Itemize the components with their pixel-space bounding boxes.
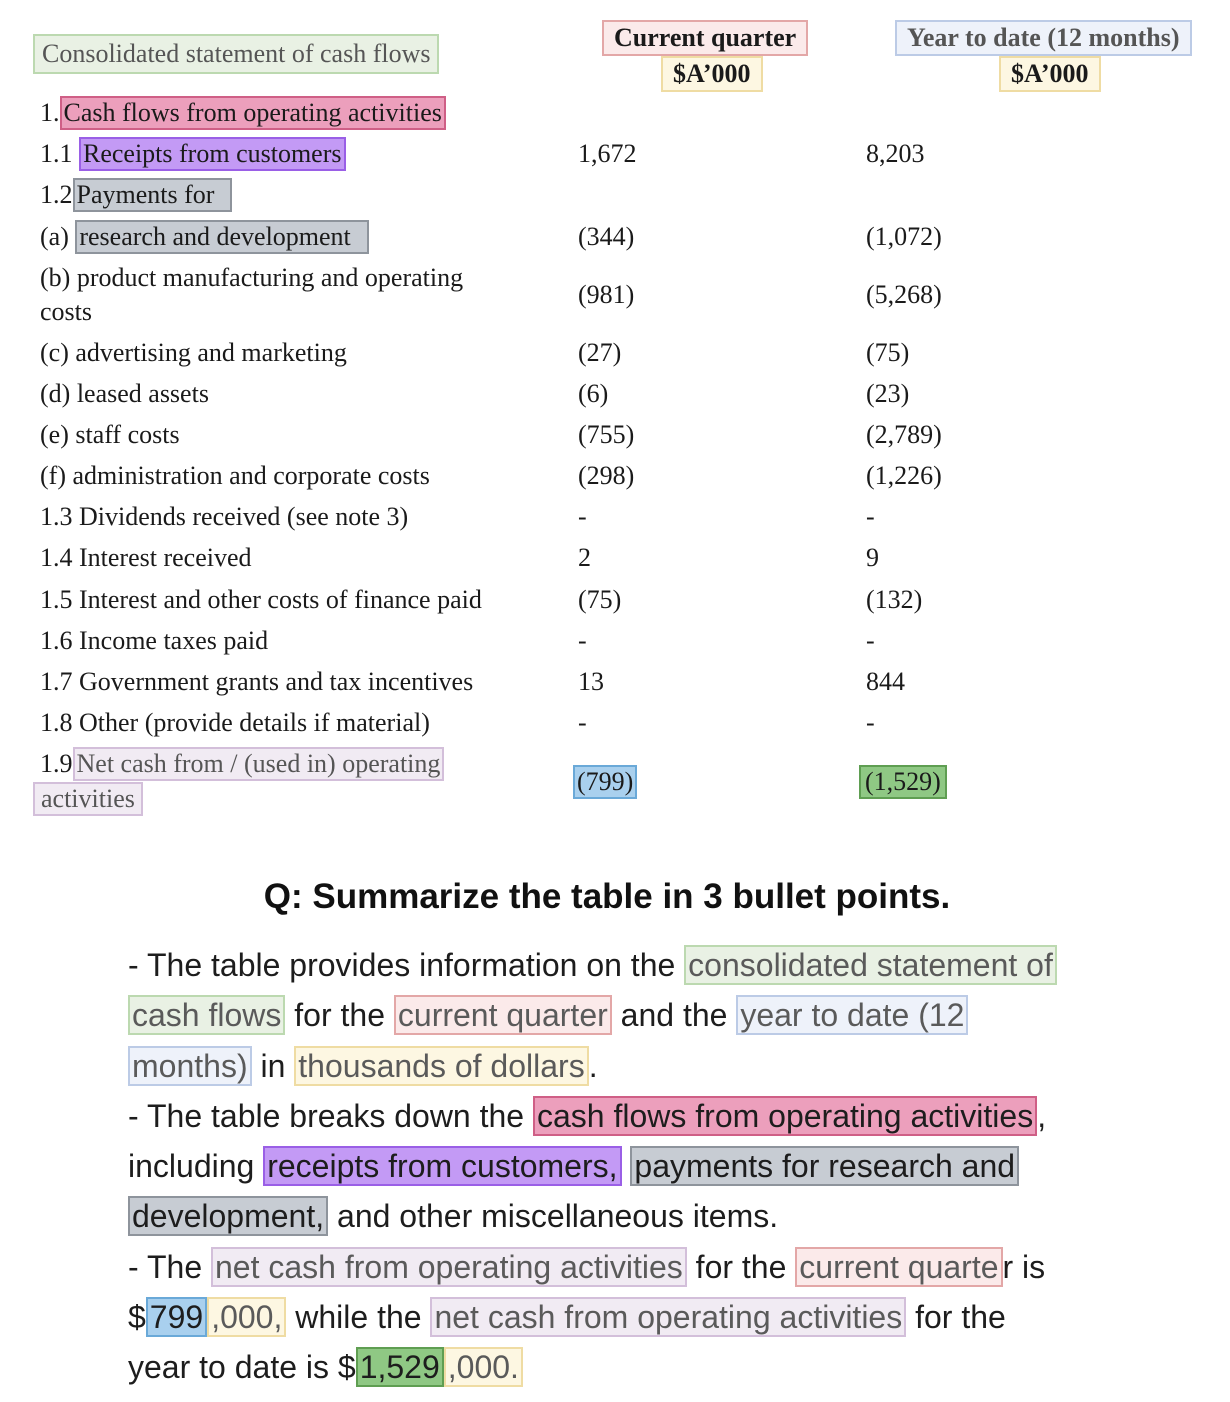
cell-ytd: 844 [866,667,905,696]
cell-ytd: (75) [866,338,910,367]
table-row: 1.8 Other (provide details if material) [40,708,430,737]
table-row: 1.9 Net cash from / (used in) operating [40,747,444,781]
column-header-year-to-date: Year to date (12 months) [895,20,1192,56]
table-row: (e) staff costs [40,420,180,449]
answer-text: - The table provides information on the consolidated statement of cash flows for the current quarter and the year to date (12 months) in thousands of dollars . - The table breaks down the cash flows from operating activities , including receipts from customers, payments for research and development, and other miscellaneous items. - The net cash from operating activities for the current quarte r is $ 799 ,000, while the net cash from operating activities for the year to date is $ 1,529 ,000. [128,940,1138,1393]
cell-current: 1,672 [578,139,637,168]
cell-ytd: - [866,708,875,737]
table-row-continuation: activities [33,782,143,816]
cell-ytd: (1,072) [866,222,942,251]
table-row: 1.2 Payments for [40,178,232,212]
cell-ytd: (132) [866,585,923,614]
cell-current: (981) [578,280,635,309]
table-row: 1.1 Receipts from customers [40,137,346,171]
cell-current: (6) [578,379,609,408]
row-label: research and development [75,220,368,254]
cell-current-total: (799) [573,765,637,799]
cell-ytd: (23) [866,379,910,408]
cell-current: - [578,502,587,531]
table-row: 1.7 Government grants and tax incentives [40,667,474,696]
table-row: (f) administration and corporate costs [40,461,430,490]
column-header-current-quarter: Current quarter [602,20,808,56]
row-label: Net cash from / (used in) operating [73,747,445,781]
cell-ytd-total: (1,529) [859,765,947,799]
cell-ytd: - [866,626,875,655]
table-row-continuation: costs [40,297,92,326]
table-row: (b) product manufacturing and operating [40,263,464,292]
table-row: (c) advertising and marketing [40,338,347,367]
cell-ytd: (5,268) [866,280,942,309]
cell-current: - [578,708,587,737]
table-row: 1.3 Dividends received (see note 3) [40,502,409,531]
cell-ytd: 8,203 [866,139,925,168]
table-row: (a) research and development [40,220,369,254]
table-row: 1.4 Interest received [40,543,252,572]
cell-current: - [578,626,587,655]
question-heading: Q: Summarize the table in 3 bullet points. [263,877,951,916]
table-row: 1.6 Income taxes paid [40,626,269,655]
cell-current: (344) [578,222,635,251]
statement-title: Consolidated statement of cash flows [33,34,439,74]
cell-current: (75) [578,585,622,614]
section-title: Cash flows from operating activities [60,96,446,130]
table-row: 1.5 Interest and other costs of finance paid [40,585,482,614]
section-heading: 1. Cash flows from operating activities [40,96,446,130]
table-row: (d) leased assets [40,379,209,408]
cell-current: (27) [578,338,622,367]
cell-ytd: - [866,502,875,531]
cell-current: 2 [578,543,591,572]
cell-current: (755) [578,420,635,449]
column-unit-ytd: $A’000 [999,56,1101,92]
cell-current: 13 [578,667,604,696]
cell-current: (298) [578,461,635,490]
cell-ytd: (2,789) [866,420,942,449]
column-unit-current: $A’000 [661,56,763,92]
row-label: Payments for [73,178,233,212]
cell-ytd: 9 [866,543,879,572]
row-label: product manufacturing and operating [76,263,464,292]
row-label: Receipts from customers [79,137,346,171]
cell-ytd: (1,226) [866,461,942,490]
